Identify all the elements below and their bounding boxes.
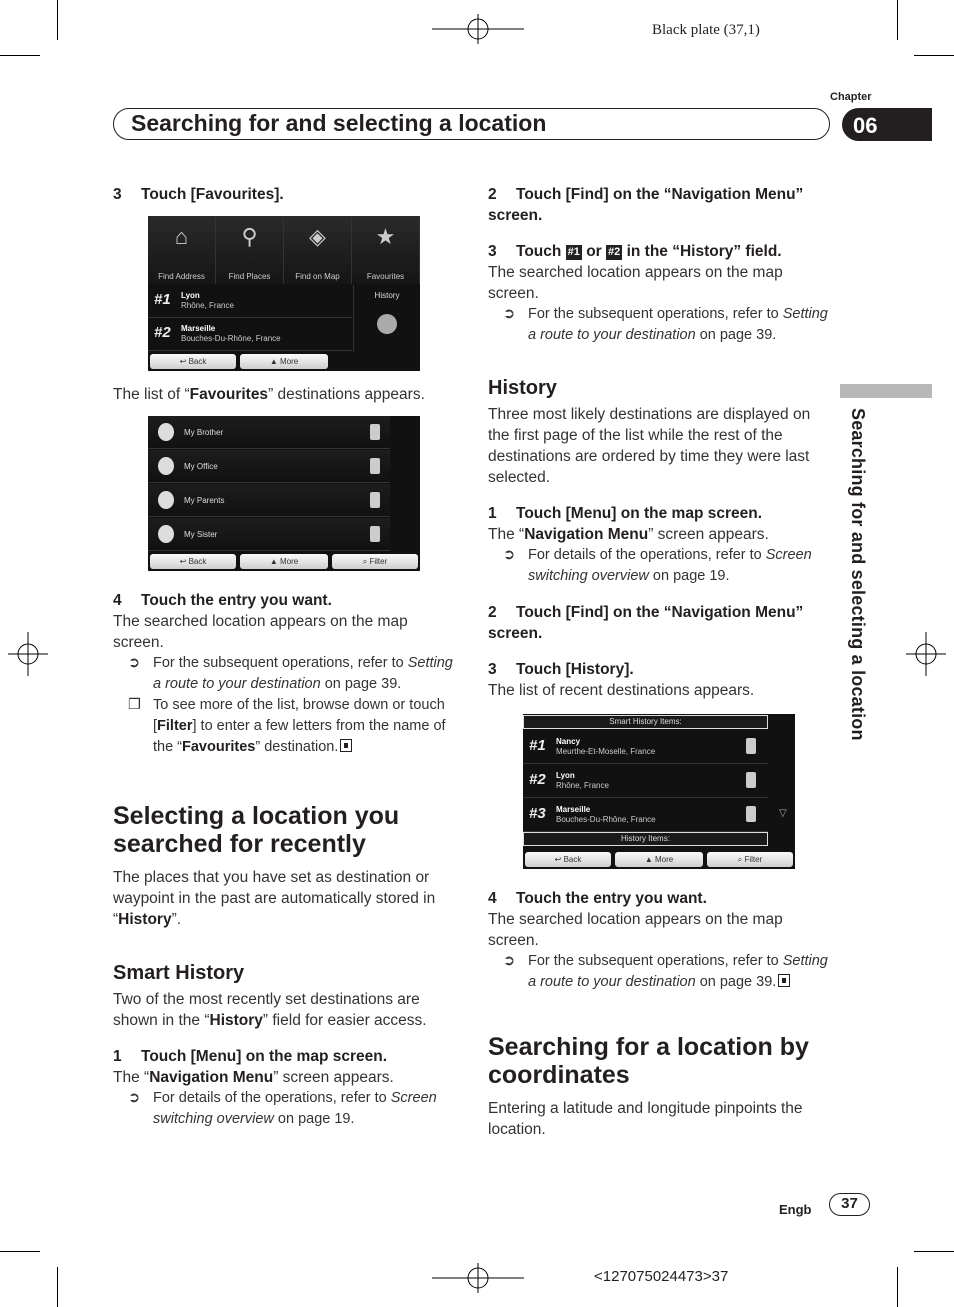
- arrow-bullet-icon: ➲: [503, 953, 516, 969]
- trash-icon: [370, 492, 380, 508]
- right-column: [488, 184, 830, 701]
- crop-mark: [897, 1267, 898, 1307]
- checkbox-bullet-icon: ❒: [128, 697, 141, 713]
- arrow-bullet-icon: ➲: [503, 547, 516, 563]
- trash-icon: [370, 424, 380, 440]
- registration-mark: [432, 14, 524, 44]
- body-text: The searched location appears on the map screen.: [113, 613, 408, 651]
- button-bar: [148, 552, 420, 571]
- left-column-body: [113, 590, 453, 1130]
- section-heading: Searching for a location by coordinates: [488, 1033, 809, 1089]
- history-row: #1 Nancy Meurthe-Et-Moselle, France: [523, 731, 768, 764]
- language-label: Engb: [779, 1202, 812, 1217]
- history-list-screenshot: [523, 714, 795, 869]
- history-row: #2 Marseille Bouches-Du-Rhône, France: [148, 318, 352, 351]
- pin-icon: [158, 457, 174, 475]
- trash-icon: [370, 458, 380, 474]
- body-text: The searched location appears on the map screen.: [488, 911, 783, 949]
- body-text: The list of recent destinations appears.: [488, 682, 755, 699]
- pin-icon: ⚲: [241, 224, 258, 249]
- trash-icon: [746, 738, 756, 754]
- step-heading: 3 Touch #1 or #2 in the “History” field.: [488, 243, 782, 260]
- body-text: The places that you have set as destination or waypoint in the past are automatically stored in “History”.: [113, 869, 436, 928]
- pin-icon: [158, 423, 174, 441]
- history-button: History: [353, 285, 420, 352]
- subsection-heading: Smart History: [113, 962, 245, 984]
- back-button: ↩ Back: [525, 852, 611, 867]
- button-bar: [148, 352, 420, 371]
- favourites-screenshot: [148, 216, 420, 371]
- body-text: Two of the most recently set destinations are shown in the “History” field for easier access.: [113, 991, 427, 1029]
- sidebar-tab: [840, 384, 932, 398]
- reference-note: ➲ For the subsequent operations, refer to Setting a route to your destination on page 39.: [128, 655, 453, 692]
- pin-icon: [158, 525, 174, 543]
- crop-mark: [914, 55, 954, 56]
- history-row: #2 Lyon Rhône, France: [523, 765, 768, 798]
- registration-mark: [906, 632, 946, 676]
- find-address-tile: ⌂ Find Address: [148, 216, 216, 284]
- crop-mark: [0, 55, 40, 56]
- favourite-item: My Brother: [148, 416, 390, 449]
- star-icon: ★: [375, 224, 396, 249]
- plate-label: Black plate (37,1): [652, 22, 760, 38]
- history-row: #1 Lyon Rhône, France: [148, 285, 352, 318]
- sidebar-section-title: Searching for and selecting a location: [848, 408, 868, 741]
- step-heading: 1 Touch [Menu] on the map screen.: [488, 505, 763, 522]
- more-button: ▲ More: [240, 554, 328, 569]
- history-slot-2-icon: #2: [608, 246, 621, 258]
- crop-mark: [914, 1251, 954, 1252]
- arrow-bullet-icon: ➲: [128, 655, 141, 671]
- more-button: ▲ More: [240, 354, 328, 369]
- scroll-down-icon: ▽: [779, 808, 787, 819]
- house-icon: ⌂: [174, 224, 189, 249]
- step-heading: 3 Touch [History].: [488, 661, 634, 678]
- search-icon: ⌕: [737, 855, 743, 864]
- favourite-item: My Sister: [148, 518, 390, 551]
- reference-note: ➲ For details of the operations, refer to Screen switching overview on page 19.: [503, 547, 812, 584]
- doc-code: <127075024473>37: [594, 1268, 729, 1285]
- step-heading: 2 Touch [Find] on the “Navigation Menu” screen.: [488, 186, 804, 224]
- registration-mark: [432, 1263, 524, 1293]
- step-heading: 4 Touch the entry you want.: [113, 592, 332, 609]
- crop-mark: [57, 0, 58, 40]
- left-column: [113, 184, 453, 205]
- map-icon: ◈: [309, 224, 326, 249]
- step-heading: 3 Touch [Favourites].: [113, 186, 284, 203]
- reference-note: ➲ For the subsequent operations, refer to Setting a route to your destination on page 39.: [503, 306, 828, 343]
- list-caption: The list of “Favourites” destinations appears.: [113, 386, 425, 403]
- trash-icon: [370, 526, 380, 542]
- back-button: ↩ Back: [150, 554, 236, 569]
- arrow-bullet-icon: ➲: [128, 1090, 141, 1106]
- search-icon: ⌕: [362, 557, 368, 566]
- favourite-item: My Parents: [148, 484, 390, 517]
- button-bar: [523, 850, 795, 869]
- find-on-map-tile: ◈ Find on Map: [284, 216, 352, 284]
- body-text: The “Navigation Menu” screen appears.: [113, 1069, 394, 1086]
- reference-note: ➲ For details of the operations, refer to Screen switching overview on page 19.: [128, 1090, 437, 1127]
- step-heading: 4 Touch the entry you want.: [488, 890, 707, 907]
- filter-button: ⌕ Filter: [707, 852, 793, 867]
- crop-mark: [57, 1267, 58, 1307]
- reference-note: ➲ For the subsequent operations, refer to Setting a route to your destination on page 39.: [503, 953, 828, 990]
- header-title: Searching for and selecting a location: [131, 110, 547, 136]
- body-text: The searched location appears on the map screen.: [488, 264, 783, 302]
- registration-mark: [8, 632, 48, 676]
- find-places-tile: ⚲ Find Places: [216, 216, 284, 284]
- more-button: ▲ More: [615, 852, 703, 867]
- favourites-list-screenshot: [148, 416, 420, 571]
- trash-icon: [746, 806, 756, 822]
- crop-mark: [897, 0, 898, 40]
- body-text: Three most likely destinations are displayed on the first page of the list while the rest of the destinations are ordered by time they were last selected.: [488, 406, 811, 486]
- end-mark-icon: [340, 739, 352, 752]
- arrow-bullet-icon: ➲: [503, 306, 516, 322]
- page-number: 37: [829, 1193, 870, 1216]
- history-items-banner: History Items:: [523, 832, 768, 846]
- trash-icon: [746, 772, 756, 788]
- tip-note: ❒ To see more of the list, browse down or touch [Filter] to enter a few letters from the name of the “Favourites” destination.: [128, 697, 446, 755]
- favourite-item: My Office: [148, 450, 390, 483]
- smart-history-banner: Smart History Items:: [523, 715, 768, 729]
- chapter-label: Chapter: [830, 91, 872, 103]
- body-text: The “Navigation Menu” screen appears.: [488, 526, 769, 543]
- chapter-number: 06: [842, 108, 932, 141]
- step-heading: 2 Touch [Find] on the “Navigation Menu” screen.: [488, 604, 804, 642]
- history-slot-1-icon: #1: [567, 246, 580, 258]
- back-button: ↩ Back: [150, 354, 236, 369]
- right-column-body: [488, 888, 830, 1140]
- crop-mark: [0, 1251, 40, 1252]
- globe-icon: [377, 314, 397, 334]
- section-heading: Selecting a location you searched for recently: [113, 802, 400, 858]
- pin-icon: [158, 491, 174, 509]
- filter-button: ⌕ Filter: [332, 554, 418, 569]
- subsection-heading: History: [488, 377, 557, 399]
- step-heading: 1 Touch [Menu] on the map screen.: [113, 1048, 388, 1065]
- end-mark-icon: [778, 974, 790, 987]
- history-row: #3 Marseille Bouches-Du-Rhône, France: [523, 799, 768, 832]
- body-text: Entering a latitude and longitude pinpoints the location.: [488, 1100, 803, 1138]
- favourites-tile: ★ Favourites: [352, 216, 420, 284]
